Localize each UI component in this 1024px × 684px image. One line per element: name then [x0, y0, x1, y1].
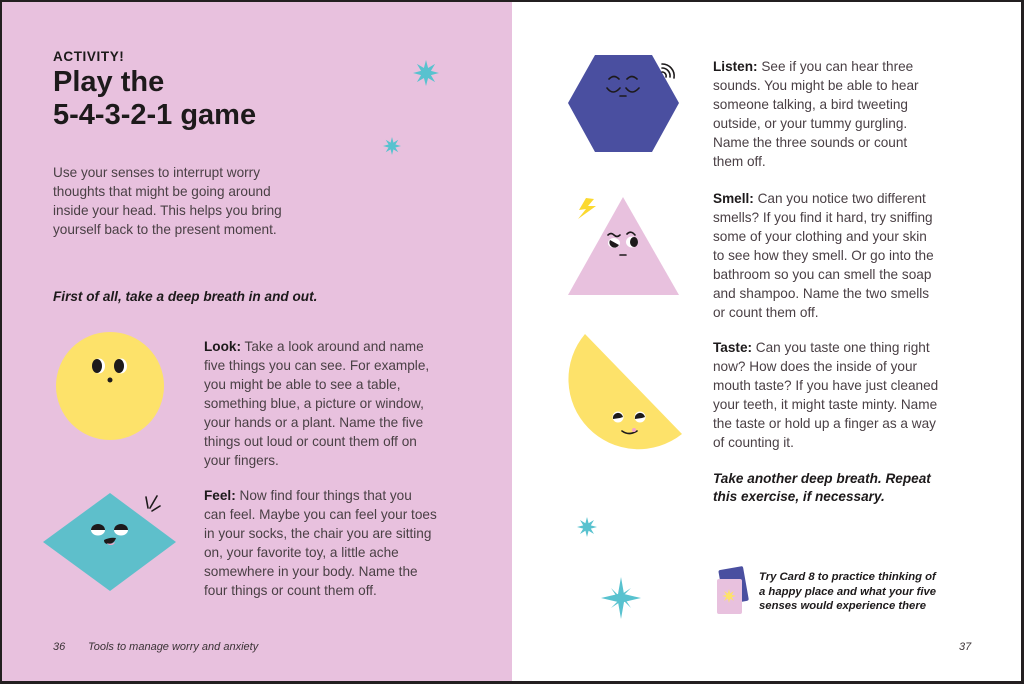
book-spread — [2, 2, 1021, 681]
yellow-half-disc-face-icon — [568, 334, 682, 449]
taste-line: Can you taste one thing right — [752, 340, 930, 355]
smell-line: bathroom so you can smell the soap — [713, 267, 932, 282]
title-line-2: 5-4-3-2-1 game — [53, 99, 257, 131]
look-line: things out loud or count them off on — [204, 434, 417, 449]
look-line: something blue, a picture or window, — [204, 396, 424, 411]
listen-line: See if you can hear three — [757, 59, 914, 74]
smell-line: Can you notice two different — [753, 191, 926, 206]
intro-line: Use your senses to interrupt worry — [53, 165, 261, 180]
taste-line: your teeth, it might taste minty. Name — [713, 397, 938, 412]
outro-line: this exercise, if necessary. — [713, 489, 885, 504]
teal-diamond-face-icon — [43, 493, 176, 591]
feel-line: Now find four things that you — [235, 488, 412, 503]
smell-line: some of your clothing and your skin — [713, 229, 927, 244]
listen-line: them off. — [713, 154, 766, 169]
look-line: you might be able to see a table, — [204, 377, 401, 392]
look-line: your fingers. — [204, 453, 279, 468]
sparkle-star-icon — [601, 577, 641, 619]
taste-line: now? How does the inside of your — [713, 359, 918, 374]
page-number-right: 37 — [959, 641, 972, 653]
yellow-circle-face-icon — [56, 332, 164, 440]
listen-line: sounds. You might be able to hear — [713, 78, 919, 93]
feel-line: can feel. Maybe you can feel your toes — [204, 507, 437, 522]
illustrations-layer — [2, 2, 1021, 681]
look-line: your hands or a plant. Name the five — [204, 415, 424, 430]
smell-line: or count them off. — [713, 305, 819, 320]
smell-line: to see how they smell. Or go into the — [713, 248, 934, 263]
running-title: Tools to manage worry and anxiety — [88, 641, 259, 653]
smell-line: smells? If you find it hard, try sniffing — [713, 210, 933, 225]
card-tip-line: a happy place and what your five — [759, 585, 937, 598]
intro-line: inside your head. This helps you bring — [53, 203, 282, 218]
intro-line: yourself back to the present moment. — [53, 222, 277, 237]
taste-line: mouth taste? If you have just cleaned — [713, 378, 939, 393]
taste-line: of counting it. — [713, 435, 794, 450]
outro-line: Take another deep breath. Repeat — [713, 471, 931, 486]
listen-label: Listen: — [713, 59, 758, 74]
lightning-bolt-icon — [578, 198, 596, 219]
indigo-hexagon-face-icon — [568, 55, 679, 152]
taste-label: Taste: — [713, 340, 753, 355]
sparkle-star-icon — [383, 137, 401, 155]
title-line-1: Play the — [53, 66, 165, 98]
card-tip-line: senses would experience there — [759, 600, 927, 613]
feel-label: Feel: — [204, 488, 236, 503]
listen-line: someone talking, a bird tweeting — [713, 97, 908, 112]
sound-waves-icon — [662, 64, 674, 78]
listen-line: Name the three sounds or count — [713, 135, 908, 150]
page-number-left: 36 — [53, 641, 66, 653]
activity-kicker: ACTIVITY! — [53, 49, 125, 64]
pink-triangle-face-icon — [568, 197, 679, 295]
feel-line: somewhere in your body. Name the — [204, 564, 418, 579]
activity-card-icon — [717, 566, 749, 614]
sparkle-star-icon — [577, 517, 597, 537]
feel-line: on, your favorite toy, a little ache — [204, 545, 399, 560]
taste-line: the taste or hold up a finger as a way — [713, 416, 936, 431]
intro-line: thoughts that might be going around — [53, 184, 271, 199]
lead-instruction: First of all, take a deep breath in and out. — [53, 289, 318, 304]
smell-label: Smell: — [713, 191, 754, 206]
feel-line: in your socks, the chair you are sitting — [204, 526, 432, 541]
smell-line: and shampoo. Name the two smells — [713, 286, 930, 301]
sparkle-star-icon — [413, 60, 439, 86]
listen-line: outside, or your tummy gurgling. — [713, 116, 908, 131]
look-label: Look: — [204, 339, 241, 354]
card-tip-line: Try Card 8 to practice thinking of — [759, 571, 936, 583]
feel-line: four things or count them off. — [204, 583, 377, 598]
look-line: five things you can see. For example, — [204, 358, 430, 373]
look-line: Take a look around and name — [241, 339, 424, 354]
